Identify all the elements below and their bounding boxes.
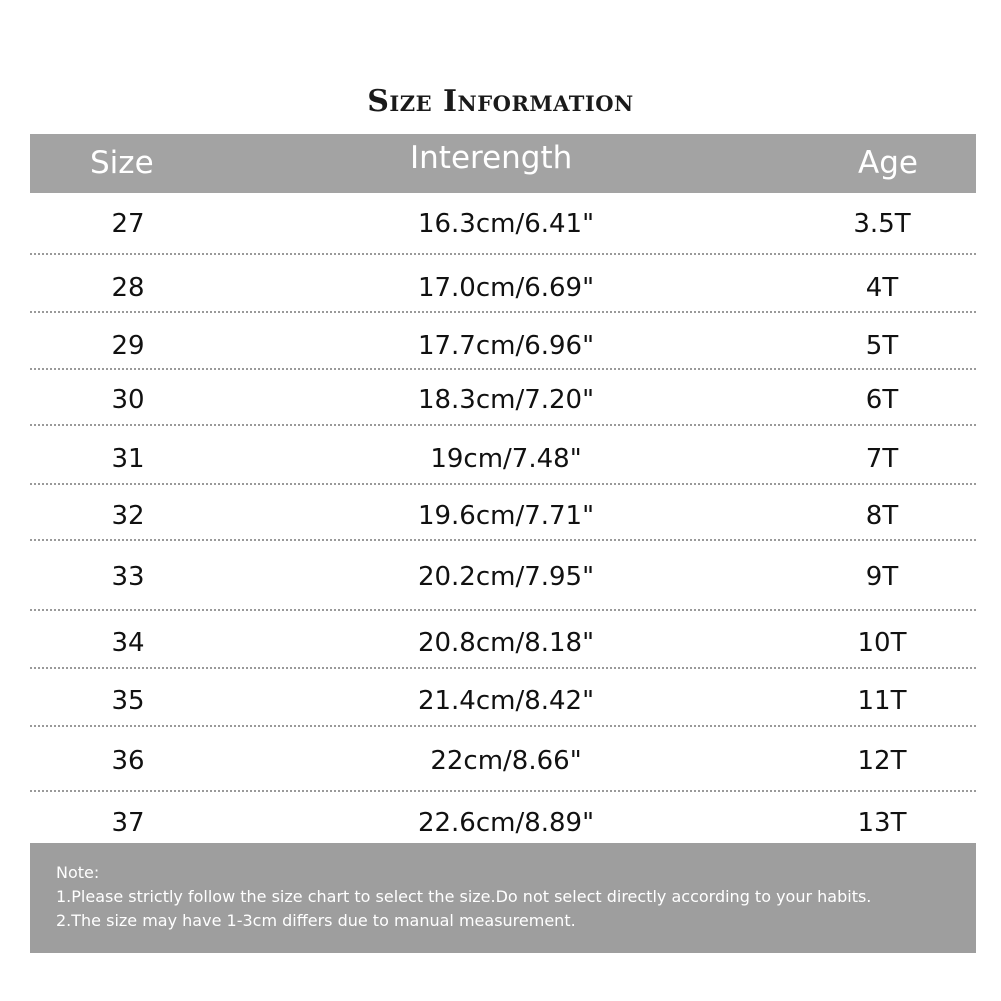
note-line-2: 2.The size may have 1-3cm differs due to manual measurement. bbox=[56, 911, 576, 930]
table-header bbox=[30, 134, 976, 193]
table-row bbox=[30, 611, 976, 669]
table-row bbox=[30, 313, 976, 370]
size-table-body bbox=[30, 193, 976, 847]
cell-length: 19.6cm/7.71" bbox=[417, 501, 595, 531]
cell-length: 20.8cm/8.18" bbox=[417, 628, 595, 658]
cell-size: 32 bbox=[111, 501, 145, 531]
cell-age: 3.5T bbox=[853, 209, 911, 239]
cell-size: 37 bbox=[111, 808, 145, 838]
cell-size: 36 bbox=[111, 746, 145, 776]
cell-length: 16.3cm/6.41" bbox=[417, 209, 595, 239]
cell-length: 18.3cm/7.20" bbox=[417, 385, 595, 415]
note-line-1: 1.Please strictly follow the size chart to select the size.Do not select directly according to your habits. bbox=[56, 887, 872, 906]
cell-age: 4T bbox=[865, 273, 899, 303]
cell-size: 31 bbox=[111, 444, 145, 474]
cell-age: 8T bbox=[865, 501, 899, 531]
cell-length: 17.7cm/6.96" bbox=[417, 331, 595, 361]
cell-age: 10T bbox=[857, 628, 907, 658]
cell-size: 33 bbox=[111, 562, 145, 592]
table-row bbox=[30, 193, 976, 255]
header-length: Interength bbox=[410, 140, 573, 176]
cell-age: 13T bbox=[857, 808, 907, 838]
cell-length: 22cm/8.66" bbox=[430, 746, 582, 776]
cell-length: 19cm/7.48" bbox=[430, 444, 582, 474]
cell-size: 35 bbox=[111, 686, 145, 716]
cell-age: 6T bbox=[865, 385, 899, 415]
note-box bbox=[30, 843, 976, 953]
cell-age: 12T bbox=[857, 746, 907, 776]
page-title: Size Information bbox=[367, 84, 634, 119]
table-row bbox=[30, 727, 976, 792]
table-row bbox=[30, 485, 976, 541]
cell-age: 9T bbox=[865, 562, 899, 592]
table-row bbox=[30, 669, 976, 727]
table-row bbox=[30, 370, 976, 426]
cell-size: 29 bbox=[111, 331, 145, 361]
cell-age: 11T bbox=[857, 686, 907, 716]
cell-size: 30 bbox=[111, 385, 145, 415]
table-row bbox=[30, 792, 976, 847]
table-row bbox=[30, 541, 976, 611]
cell-size: 34 bbox=[111, 628, 145, 658]
cell-size: 27 bbox=[111, 209, 145, 239]
cell-length: 21.4cm/8.42" bbox=[417, 686, 595, 716]
cell-age: 7T bbox=[865, 444, 899, 474]
header-age: Age bbox=[858, 145, 918, 181]
table-row bbox=[30, 255, 976, 313]
note-heading: Note: bbox=[56, 863, 100, 882]
cell-length: 17.0cm/6.69" bbox=[417, 273, 595, 303]
table-row bbox=[30, 426, 976, 485]
cell-age: 5T bbox=[865, 331, 899, 361]
cell-size: 28 bbox=[111, 273, 145, 303]
cell-length: 20.2cm/7.95" bbox=[417, 562, 595, 592]
header-size: Size bbox=[90, 145, 154, 181]
cell-length: 22.6cm/8.89" bbox=[417, 808, 595, 838]
